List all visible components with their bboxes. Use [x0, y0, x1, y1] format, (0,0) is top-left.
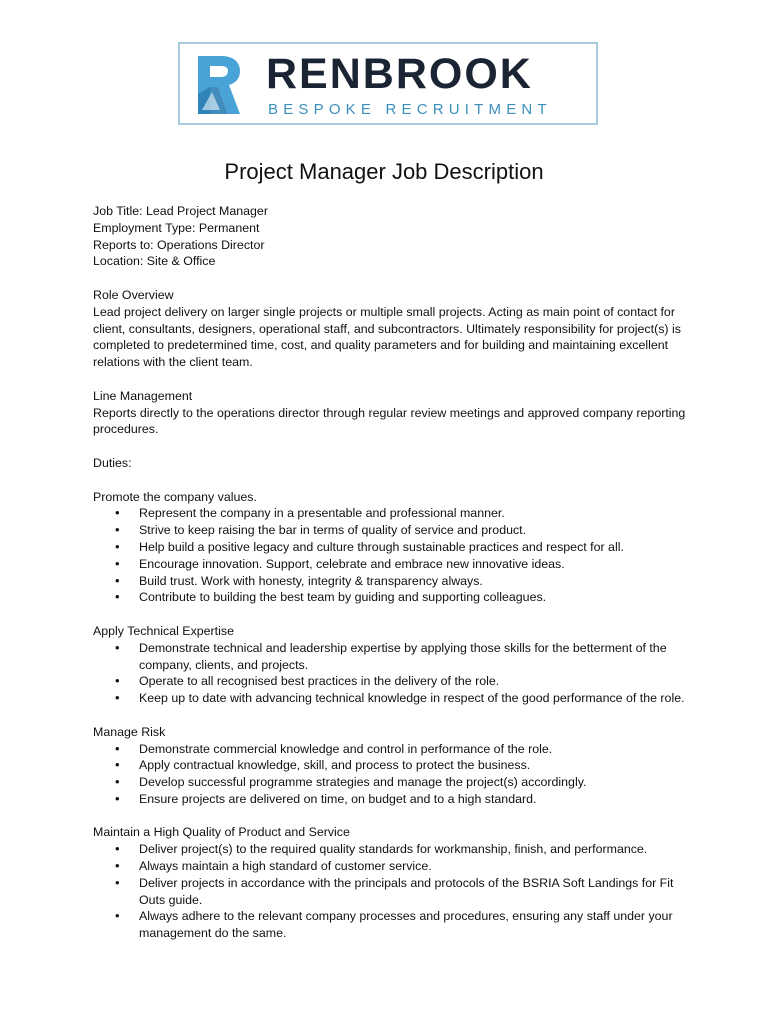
section-heading: Maintain a High Quality of Product and Service	[93, 825, 350, 840]
list-item: • Always maintain a high standard of customer service.	[93, 858, 693, 875]
document-title: Project Manager Job Description	[224, 159, 544, 184]
section-heading: Apply Technical Expertise	[93, 623, 234, 638]
list-item: • Build trust. Work with honesty, integrity & transparency always.	[93, 573, 693, 590]
brand-name: RENBROOK	[266, 50, 533, 98]
bullet-list	[93, 841, 693, 942]
list-item: • Apply contractual knowledge, skill, and process to protect the business.	[93, 757, 693, 774]
brand-tagline: BESPOKE RECRUITMENT	[268, 101, 552, 118]
role-overview-text: Lead project delivery on larger single projects or multiple small projects. Acting as main point of contact for client, consultants, designers, operational staff, and subcontractors. Ultimately responsibility for project(s) is completed to predetermined time, cost, and quality parameters and for building and maintaining excellent relations with the client team.	[93, 304, 681, 370]
list-item: • Demonstrate commercial knowledge and control in performance of the role.	[93, 741, 693, 758]
employment-type-line: Employment Type: Permanent	[93, 220, 260, 235]
list-item: • Contribute to building the best team by guiding and supporting colleagues.	[93, 589, 693, 606]
location-line: Location: Site & Office	[93, 254, 216, 269]
list-item: • Encourage innovation. Support, celebrate and embrace new innovative ideas.	[93, 556, 693, 573]
list-item: • Represent the company in a presentable and professional manner.	[93, 505, 693, 522]
section-heading: Manage Risk	[93, 724, 166, 739]
role-overview-heading: Role Overview	[93, 287, 174, 302]
list-item: • Develop successful programme strategies and manage the project(s) accordingly.	[93, 774, 693, 791]
section-heading: Promote the company values.	[93, 489, 257, 504]
list-item: • Demonstrate technical and leadership expertise by applying those skills for the betterment of the company, clients, and projects.	[93, 640, 693, 674]
renbrook-r-logo-icon	[196, 54, 242, 116]
list-item: • Keep up to date with advancing technical knowledge in respect of the good performance of the role.	[93, 690, 693, 707]
document-body	[93, 203, 693, 942]
duties-heading: Duties:	[93, 455, 132, 470]
job-title-line: Job Title: Lead Project Manager	[93, 204, 268, 218]
list-item: • Help build a positive legacy and culture through sustainable practices and respect for all.	[93, 539, 693, 556]
company-logo	[178, 42, 598, 125]
bullet-list	[93, 640, 693, 707]
bullet-list	[93, 741, 693, 808]
list-item: • Deliver project(s) to the required quality standards for workmanship, finish, and performance.	[93, 841, 693, 858]
list-item: • Operate to all recognised best practices in the delivery of the role.	[93, 673, 693, 690]
bullet-list	[93, 505, 693, 606]
list-item: • Strive to keep raising the bar in terms of quality of service and product.	[93, 522, 693, 539]
reports-to-line: Reports to: Operations Director	[93, 237, 265, 252]
list-item: • Deliver projects in accordance with the principals and protocols of the BSRIA Soft Landings for Fit Outs guide.	[93, 875, 693, 909]
line-management-text: Reports directly to the operations director through regular review meetings and approved company reporting procedures.	[93, 405, 686, 437]
line-management-heading: Line Management	[93, 388, 193, 403]
list-item: • Always adhere to the relevant company processes and procedures, ensuring any staff under your management do the same.	[93, 908, 693, 942]
list-item: • Ensure projects are delivered on time, on budget and to a high standard.	[93, 791, 693, 808]
